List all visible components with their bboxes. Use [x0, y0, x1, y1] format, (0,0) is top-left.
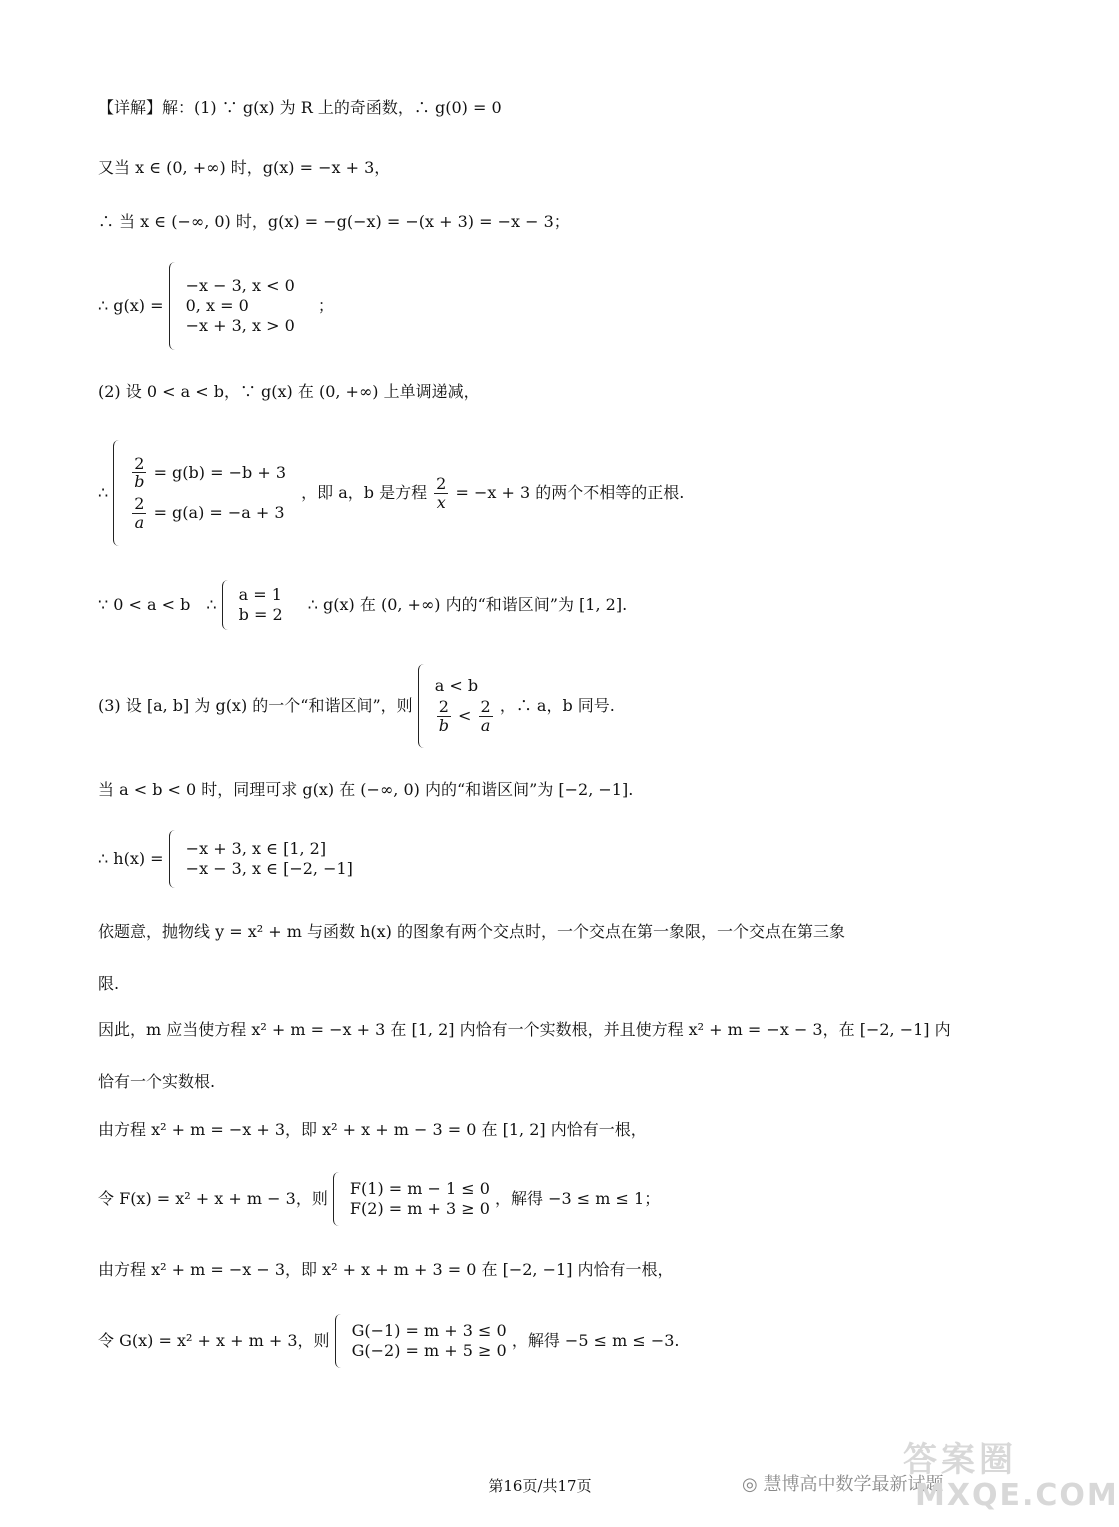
- line-16: [98, 1172, 660, 1226]
- case-row: $\frac{2}{b}$ < $\frac{2}{a}$: [438, 696, 491, 735]
- text-l5: (2) 设 0 < a < b，∵ g(x) 在 (0, +∞) 上单调递减，: [98, 382, 480, 401]
- line-13: [98, 1022, 951, 1038]
- text-l17: 由方程 x² + m = −x − 3，即 x² + x + m + 3 = 0 在 [−2, −1] 内恰有一根，: [98, 1260, 674, 1279]
- piecewise-g-prefix: ∴ g(x) =: [98, 296, 164, 315]
- text-l18-prefix: 令 G(x) = x² + x + m + 3，则: [98, 1331, 330, 1350]
- brace-shape: [169, 830, 180, 888]
- site-watermark: [895, 1432, 1119, 1518]
- piecewise-g-brace: [169, 262, 295, 350]
- brace-shape: [113, 440, 124, 546]
- case-row: G(−2) = m + 5 ≥ 0: [351, 1341, 507, 1360]
- case-row: $\frac{2}{b}$ = g(b) = −b + 3: [134, 453, 287, 492]
- page-number: 第16页/共17页: [488, 1477, 592, 1495]
- system-ab-brace: [113, 440, 286, 546]
- case-row: G(−1) = m + 3 ≤ 0: [351, 1321, 507, 1340]
- wechat-icon: ◎: [742, 1474, 758, 1495]
- case-row: b = 2: [238, 605, 283, 624]
- piecewise-h-brace: [169, 830, 353, 888]
- brace-shape: [169, 262, 180, 350]
- brace-shape: [418, 664, 429, 748]
- text-l8-suffix: ，∴ a，b 同号.: [499, 696, 615, 715]
- text-l12: 限.: [98, 974, 120, 993]
- line-14: [98, 1074, 215, 1090]
- solution-heading-line: [98, 100, 502, 116]
- line-11: [98, 924, 845, 940]
- line-3: [98, 214, 570, 230]
- text-l6-mid: ，即 a，b 是方程: [301, 483, 428, 502]
- line-7: [98, 580, 627, 630]
- line-18: [98, 1314, 680, 1368]
- brace-shape: [222, 580, 233, 630]
- system-ab: [98, 440, 684, 546]
- watermark-account-text: 慧博高中数学最新试题: [763, 1474, 944, 1495]
- text-l3: ∴ 当 x ∈ (−∞, 0) 时，g(x) = −g(−x) = −(x + 3) = −x − 3；: [98, 212, 570, 231]
- case-row: $\frac{2}{a}$ = g(a) = −a + 3: [134, 494, 285, 532]
- system-F: [333, 1172, 490, 1226]
- line-9: [98, 782, 633, 798]
- text-l7-a: ∵ 0 < a < b ∴: [98, 595, 217, 614]
- text-l2: 又当 x ∈ (0, +∞) 时，g(x) = −x + 3，: [98, 158, 391, 177]
- text-l13: 因此，m 应当使方程 x² + m = −x + 3 在 [1, 2] 内恰有一个实数根，并且使方程 x² + m = −x − 3，在 [−2, −1] 内: [98, 1020, 951, 1039]
- brace-shape: [335, 1314, 346, 1368]
- case-row: −x − 3, x ∈ [−2, −1]: [185, 859, 353, 878]
- site-watermark-en: MXQE.COM: [915, 1478, 1119, 1513]
- fraction: $\frac{2}{x}$: [436, 473, 447, 512]
- text-l6-rhs: = −x + 3 的两个不相等的正根.: [455, 483, 685, 502]
- piecewise-g: [98, 262, 334, 350]
- text-l16-suffix: ，解得 −3 ≤ m ≤ 1；: [495, 1189, 661, 1208]
- piecewise-h-prefix: ∴ h(x) =: [98, 849, 164, 868]
- line-17: [98, 1262, 674, 1278]
- text-l14: 恰有一个实数根.: [98, 1072, 216, 1091]
- therefore-symbol: ∴: [98, 483, 109, 502]
- case-row: −x + 3, x > 0: [185, 316, 295, 335]
- line-2: [98, 160, 390, 176]
- fraction: $\frac{2}{b}$: [438, 696, 449, 735]
- case-row: −x − 3, x < 0: [185, 276, 295, 295]
- case-row: F(1) = m − 1 ≤ 0: [349, 1179, 490, 1198]
- line-15: [98, 1122, 647, 1138]
- fraction: $\frac{2}{a}$: [480, 696, 491, 735]
- case-row: 0, x = 0: [185, 296, 249, 315]
- site-watermark-cn: 答案圈: [903, 1440, 1017, 1480]
- text-l18-suffix: ，解得 −5 ≤ m ≤ −3.: [511, 1331, 680, 1350]
- text-l9: 当 a < b < 0 时，同理可求 g(x) 在 (−∞, 0) 内的“和谐区间”为 [−2, −1].: [98, 780, 634, 799]
- text-l15: 由方程 x² + m = −x + 3，即 x² + x + m − 3 = 0 在 [1, 2] 内恰有一根，: [98, 1120, 647, 1139]
- text-l8-prefix: (3) 设 [a, b] 为 g(x) 的一个“和谐区间”，则: [98, 696, 413, 715]
- fraction: $\frac{2}{b}$: [134, 453, 145, 492]
- text-l7-b: ∴ g(x) 在 (0, +∞) 内的“和谐区间”为 [1, 2].: [307, 595, 628, 614]
- piecewise-h: [98, 830, 353, 888]
- text-l11: 依题意，抛物线 y = x² + m 与函数 h(x) 的图象有两个交点时，一个交点在第一象限，一个交点在第三象: [98, 922, 845, 941]
- line-5: [98, 384, 480, 400]
- system-G: [335, 1314, 507, 1368]
- case-row: F(2) = m + 3 ≥ 0: [349, 1199, 490, 1218]
- brace-shape: [333, 1172, 344, 1226]
- line-12: [98, 976, 119, 992]
- line-8: [98, 664, 615, 748]
- system-a1-b2: [222, 580, 283, 630]
- fraction: $\frac{2}{a}$: [134, 494, 145, 532]
- text-l1: 【详解】解：(1) ∵ g(x) 为 R 上的奇函数，∴ g(0) = 0: [98, 98, 502, 117]
- text-l16-prefix: 令 F(x) = x² + x + m − 3，则: [98, 1189, 328, 1208]
- system-harmonic: [418, 664, 495, 748]
- case-row: a < b: [434, 675, 479, 695]
- case-row: a = 1: [238, 585, 282, 604]
- case-row: −x + 3, x ∈ [1, 2]: [185, 839, 327, 858]
- piecewise-g-suffix: ；: [317, 296, 334, 315]
